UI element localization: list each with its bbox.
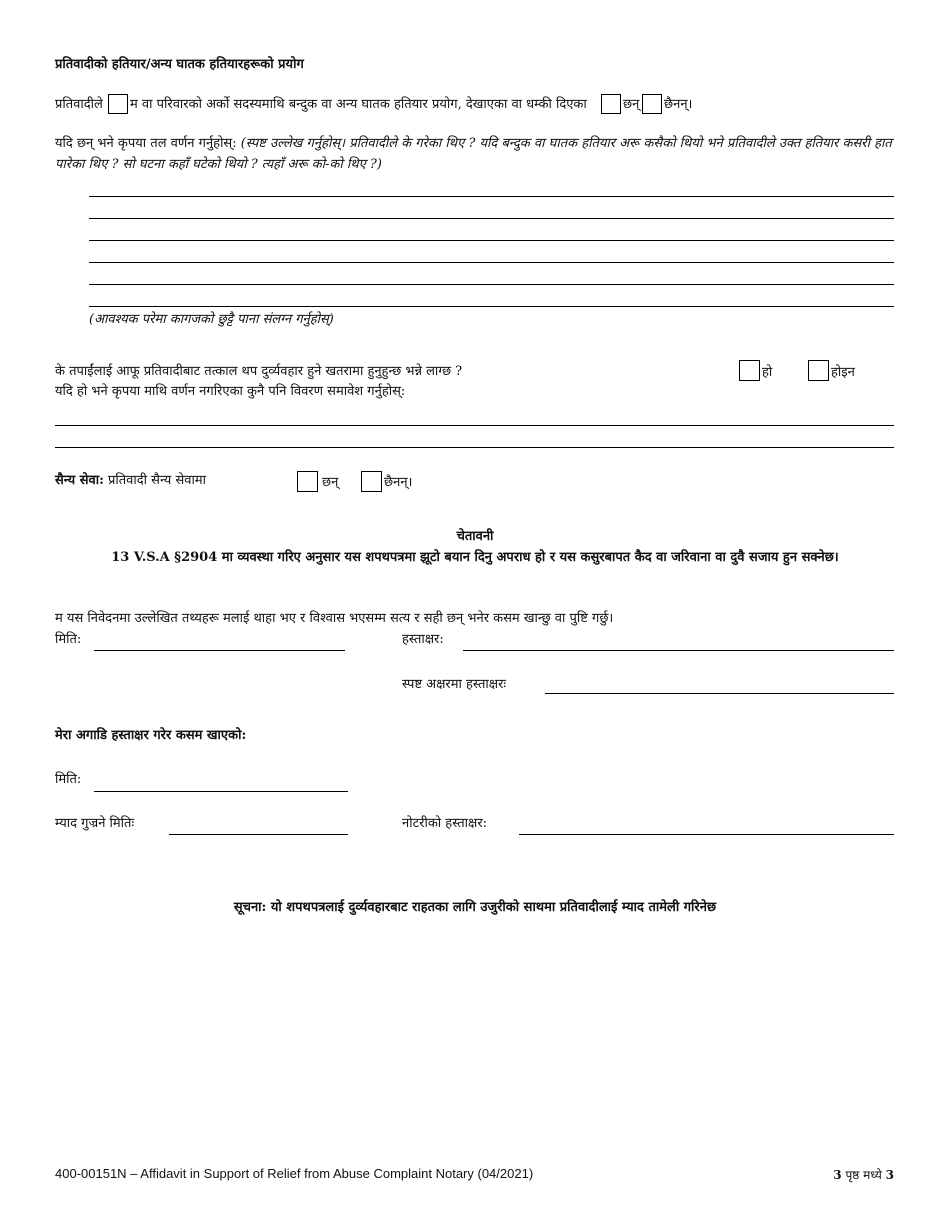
danger-answer-line[interactable] — [55, 447, 894, 448]
page-current: 3 — [833, 1168, 842, 1182]
military-yes-label: छन् — [322, 475, 339, 490]
danger-yes-checkbox[interactable] — [739, 360, 760, 381]
notary-date-field[interactable] — [94, 791, 348, 792]
military-question — [55, 472, 206, 490]
danger-no-label: होइन — [831, 365, 855, 380]
weapons-answer-line[interactable] — [89, 196, 894, 197]
weapons-subject-box[interactable] — [108, 94, 128, 114]
military-text: प्रतिवादी सैन्य सेवामा — [103, 473, 206, 488]
weapons-no-label: छैनन्। — [664, 97, 693, 112]
weapons-describe-instructions — [55, 133, 895, 175]
weapons-answer-line[interactable] — [89, 262, 894, 263]
service-notice: सूचना: यो शपथपत्रलाई दुर्व्यवहारबाट राहतका लागि उजुरीको साथमा प्रतिवादीलाई म्याद तामेली गरिनेछ — [233, 900, 717, 915]
danger-no-checkbox[interactable] — [808, 360, 829, 381]
oath-date-label: मिति: — [55, 632, 82, 647]
weapons-describe-italic: (स्पष्ट उल्लेख गर्नुहोस्। प्रतिवादीले के गरेका थिए ? यदि बन्दुक वा घातक हतियार अरू कसैको थियो भने प्रतिवादीले उक्त हतियार कसरी हात पारेका थिए ? सो घटना कहाँ घटेको थियो ? त्यहाँ अरू को-को थिए ?) — [55, 136, 892, 172]
notary-expiry-field[interactable] — [169, 834, 348, 835]
notary-expiry-label: म्याद गुज्रने मितिः — [55, 816, 135, 831]
weapons-answer-line[interactable] — [89, 306, 894, 307]
danger-question: के तपाईंलाई आफू प्रतिवादीबाट तत्काल थप दुर्व्यवहार हुने खतरामा हुनुहुन्छ भन्ने लाग्छ ? — [55, 364, 463, 379]
oath-print-name-field[interactable] — [545, 693, 894, 694]
footer-form-id: 400-00151N – Affidavit in Support of Relief from Abuse Complaint Notary (04/2021) — [55, 1166, 534, 1181]
military-no-checkbox[interactable] — [361, 471, 382, 492]
warning-title: चेतावनी — [456, 529, 494, 544]
danger-yes-label: हो — [762, 365, 773, 380]
notary-signature-label: नोटरीको हस्ताक्षर: — [402, 816, 488, 831]
notary-signature-field[interactable] — [519, 834, 894, 835]
oath-date-field[interactable] — [94, 650, 345, 651]
danger-followup: यदि हो भने कृपया माथि वर्णन नगरिएका कुनै पनि विवरण समावेश गर्नुहोस्: — [55, 384, 406, 399]
attach-note: (आवश्यक परेमा कागजको छुट्टै पाना संलग्न गर्नुहोस्) — [89, 312, 334, 327]
warning-text: 13 V.S.A §2904 मा व्यवस्था गरिए अनुसार यस शपथपत्रमा झूटो बयान दिनु अपराध हो र यस कसुरबापत कैद वा जरिवाना वा दुवै सजाय हुन सक्नेछ। — [111, 550, 839, 565]
weapons-answer-line[interactable] — [89, 284, 894, 285]
notary-heading: मेरा अगाडि हस्ताक्षर गरेर कसम खाएको: — [55, 728, 247, 743]
military-label: सैन्य सेवा: — [55, 473, 104, 488]
oath-print-name-label: स्पष्ट अक्षरमा हस्ताक्षरः — [402, 677, 507, 692]
weapons-answer-line[interactable] — [89, 240, 894, 241]
weapons-question-part1: प्रतिवादीले — [55, 97, 103, 112]
oath-statement: म यस निवेदनमा उल्लेखित तथ्यहरू मलाई थाहा भए र विश्वास भएसम्म सत्य र सही छन् भनेर कसम खान्छु वा पुष्टि गर्छु। — [55, 611, 614, 626]
oath-signature-field[interactable] — [463, 650, 894, 651]
military-yes-checkbox[interactable] — [297, 471, 318, 492]
weapons-question-part2: म वा परिवारको अर्को सदस्यमाथि बन्दुक वा अन्य घातक हतियार प्रयोग, देखाएका वा धम्की दिएका — [130, 97, 587, 112]
page-of-text: पृष्ठ मध्ये — [841, 1168, 886, 1182]
footer-page-number — [833, 1166, 894, 1183]
danger-answer-line[interactable] — [55, 425, 894, 426]
weapons-yes-label: छन् — [623, 97, 640, 112]
oath-signature-label: हस्ताक्षर: — [402, 632, 444, 647]
weapons-describe-lead: यदि छन् भने कृपया तल वर्णन गर्नुहोस्: — [55, 136, 241, 151]
weapons-heading: प्रतिवादीको हतियार/अन्य घातक हतियारहरूको प्रयोग — [55, 57, 304, 72]
weapons-no-checkbox[interactable] — [642, 94, 662, 114]
page-total: 3 — [885, 1168, 894, 1182]
weapons-yes-checkbox[interactable] — [601, 94, 621, 114]
military-no-label: छैनन्। — [384, 475, 413, 490]
notary-date-label: मिति: — [55, 772, 82, 787]
weapons-answer-line[interactable] — [89, 218, 894, 219]
